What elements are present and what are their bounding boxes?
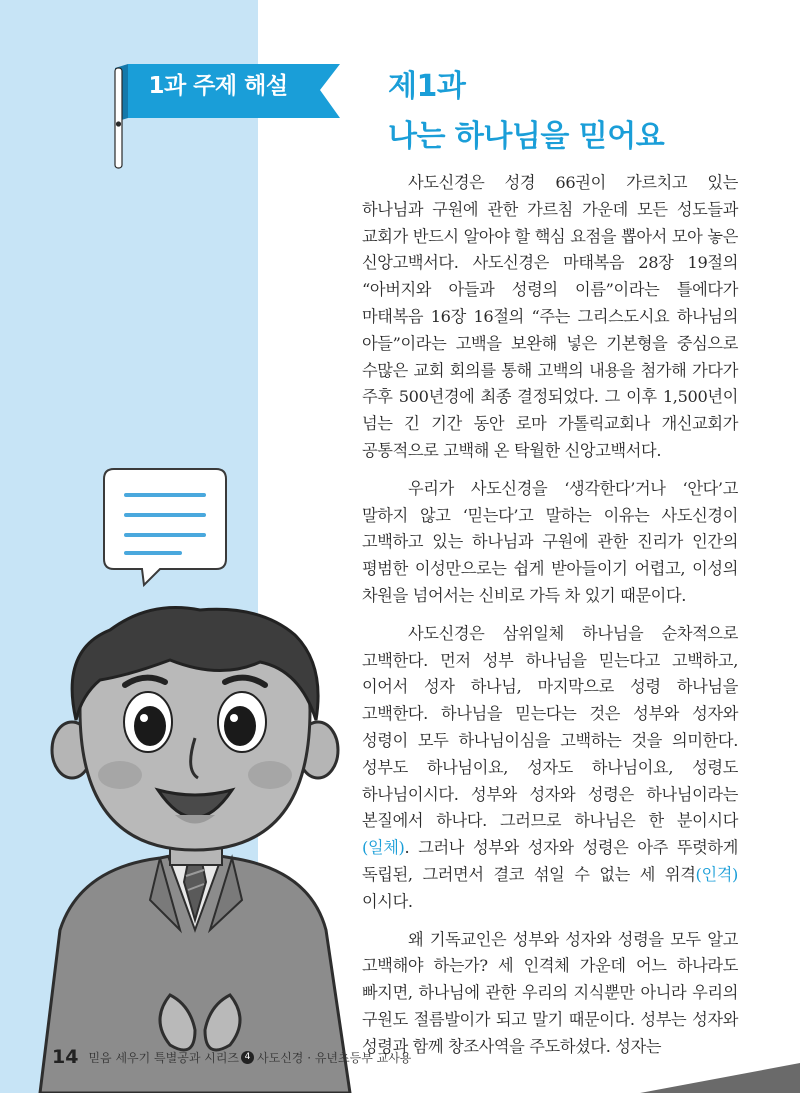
paragraph-text: 우리가 사도신경을 ‘생각한다’거나 ‘안다’고 말하지 않고 ‘믿는다’고 말하는 이유는 사도신경이 고백하고 있는 하나님과 구원에 관한 진리가 인간의 평범한 이성만으로는 쉽게 받아들이기 어렵고, 이성의 차원을 넘어서는 신비로 가득 차 있기 때문이다. — [362, 478, 738, 605]
body-paragraph — [362, 927, 738, 1061]
highlighted-term: (인격) — [695, 864, 738, 884]
corner-decoration — [640, 1043, 800, 1093]
paragraph-text: . 그러나 성부와 성자와 성령은 아주 뚜렷하게 독립된, 그러면서 결코 섞일 수 없는 세 위격 — [362, 838, 738, 884]
lesson-heading — [388, 62, 664, 162]
highlighted-term: (일체) — [362, 838, 405, 858]
paragraph-text: 왜 기독교인은 성부와 성자와 성령을 모두 알고 고백해야 하는가? 세 인격체 가운데 어느 하나라도 빠지면, 하나님에 관한 우리의 지식뿐만 아니라 우리의 구원도 절름발이가 되고 말기 때문이다. 성부는 성자와 성령과 함께 창조사역을 주도하셨다. 성자는 — [362, 929, 738, 1056]
paragraph-text: 이시다. — [362, 891, 413, 911]
paragraph-text: 사도신경은 삼위일체 하나님을 순차적으로 고백한다. 먼저 성부 하나님을 믿는다고 고백하고, 이어서 성자 하나님, 마지막으로 성령 하나님을 고백한다. 하나님을 믿는다는 것은 성부와 성자와 성령이 모두 하나님이심을 고백하는 것을 의미한다. 성부도 하나님이요, 성자도 하나님이요, 성령도 하나님이시다. 성부와 성자와 성령은 하나님이라는 본질에서 하나다. 그러므로 하나님은 한 분이시다 — [362, 623, 738, 831]
series-number-badge: 4 — [241, 1051, 254, 1064]
paragraph-text: 사도신경은 성경 66권이 가르치고 있는 하나님과 구원에 관한 가르침 가운데 모든 성도들과 교회가 반드시 알아야 할 핵심 요점을 뽑아서 모아 놓은 신앙고백서다. 사도신경은 마태복음 28장 19절의 “아버지와 아들과 성령의 이름”이라는 틀에다가 마태복음 16장 16절의 “주는 그리스도시요 하나님의 아들”이라는 고백을 보완해 넣은 기본형을 중심으로 수많은 교회 회의를 통해 고백의 내용을 첨가해 가다가 주후 500년경에 최종 결정되었다. 그 이후 1,500년이 넘는 긴 기간 동안 로마 가톨릭교회나 개신교회가 공통적으로 고백해 온 탁월한 신앙고백서다. — [362, 173, 738, 460]
body-paragraph — [362, 170, 738, 465]
body-paragraph — [362, 476, 738, 610]
body-paragraph — [362, 621, 738, 916]
page-footer — [52, 1046, 411, 1068]
speech-bubble-icon — [100, 465, 230, 595]
series-text: 믿음 세우기 특별공과 시리즈 — [88, 1050, 240, 1065]
cartoon-man-illustration — [20, 600, 360, 1093]
book-text: 사도신경 · 유년초등부 교사용 — [257, 1050, 412, 1065]
page-number: 14 — [52, 1046, 79, 1068]
lesson-number: 제1과 — [388, 69, 466, 104]
body-text — [362, 170, 738, 1072]
lesson-title: 나는 하나님을 믿어요 — [388, 119, 665, 154]
flag-label: 1과 주제 해설 — [148, 73, 288, 99]
